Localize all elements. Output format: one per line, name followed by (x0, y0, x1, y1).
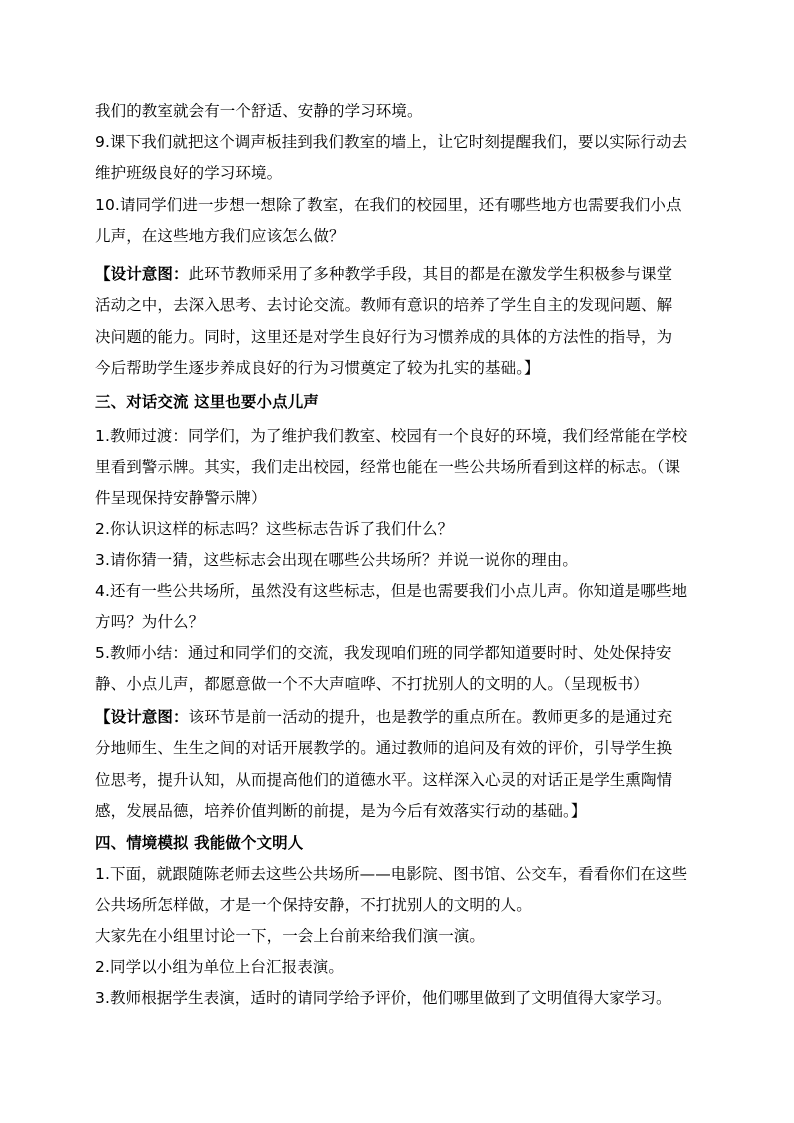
text-line: 儿声，在这些地方我们应该怎么做？ (95, 227, 345, 245)
list-item: 2.你认识这样的标志吗？这些标志告诉了我们什么？ (95, 520, 454, 538)
list-item: 10.请同学们进一步想一想除了教室，在我们的校园里，还有哪些地方也需要我们小点 (95, 196, 682, 214)
list-item: 9.课下我们就把这个调声板挂到我们教室的墙上，让它时刻提醒我们，要以实际行动去 (95, 133, 688, 151)
design-intent-line (95, 264, 672, 284)
text-line: 维护班级良好的学习环境。 (95, 164, 283, 182)
text-line: 今后帮助学生逐步养成良好的行为习惯奠定了较为扎实的基础。】 (95, 359, 540, 377)
text-line: 方吗？为什么？ (95, 613, 205, 631)
list-item: 1.下面，就跟随陈老师去这些公共场所——电影院、图书馆、公交车，看看你们在这些 (95, 865, 688, 883)
list-item: 2.同学以小组为单位上台汇报表演。 (95, 958, 344, 976)
list-item: 1.教师过渡：同学们，为了维护我们教室、校园有一个良好的环境，我们经常能在学校 (95, 427, 688, 445)
list-item: 5.教师小结：通过和同学们的交流，我发现咱们班的同学都知道要时时、处处保持安 (95, 644, 672, 662)
text-line: 件呈现保持安静警示牌） (95, 489, 267, 507)
design-intent-text: 此环节教师采用了多种教学手段，其目的都是在激发学生积极参与课堂 (188, 265, 673, 283)
design-intent-label: 【设计意图： (95, 265, 189, 283)
text-line: 大家先在小组里讨论一下，一会上台前来给我们演一演。 (95, 927, 486, 945)
text-line: 感，发展品德，培养价值判断的前提，是为今后有效落实行动的基础。】 (95, 802, 587, 820)
text-line: 活动之中，去深入思考、去讨论交流。教师有意识的培养了学生自主的发现问题、解 (95, 296, 673, 314)
design-intent-label: 【设计意图： (95, 708, 189, 726)
list-item: 3.请你猜一猜，这些标志会出现在哪些公共场所？并说一说你的理由。 (95, 551, 578, 569)
section-heading: 四、情境模拟 我能做个文明人 (95, 834, 304, 852)
text-line: 公共场所怎样做，才是一个保持安静，不打扰别人的文明的人。 (95, 896, 532, 914)
text-line: 分地师生、生生之间的对话开展教学的。通过教师的追问及有效的评价，引导学生换 (95, 739, 673, 757)
text-line: 我们的教室就会有一个舒适、安静的学习环境。 (95, 102, 423, 120)
design-intent-line (95, 707, 672, 727)
section-heading: 三、对话交流 这里也要小点儿声 (95, 393, 319, 411)
list-item: 3.教师根据学生表演，适时的请同学给予评价，他们哪里做到了文明值得大家学习。 (95, 989, 672, 1007)
list-item: 4.还有一些公共场所，虽然没有这些标志，但是也需要我们小点儿声。你知道是哪些地 (95, 582, 688, 600)
text-line: 决问题的能力。同时，这里还是对学生良好行为习惯养成的具体的方法性的指导，为 (95, 328, 673, 346)
text-line: 里看到警示牌。其实，我们走出校园，经常也能在一些公共场所看到这样的标志。（课 (95, 458, 681, 476)
text-line: 静、小点儿声，都愿意做一个不大声喧哗、不打扰别人的文明的人。（呈现板书） (95, 675, 649, 693)
design-intent-text: 该环节是前一活动的提升，也是教学的重点所在。教师更多的是通过充 (188, 708, 673, 726)
text-line: 位思考，提升认知，从而提高他们的道德水平。这样深入心灵的对话正是学生熏陶情 (95, 771, 673, 789)
